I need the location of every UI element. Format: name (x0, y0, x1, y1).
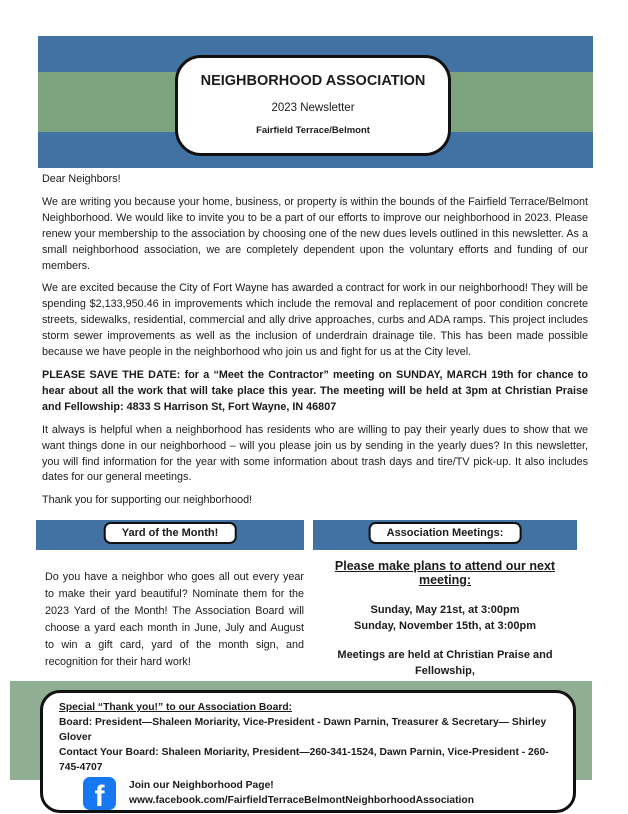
meetings-cta: Please make plans to attend our next meeting: (334, 559, 556, 587)
facebook-row (83, 776, 559, 810)
association-board-box (40, 690, 576, 813)
newsletter-subtitle: 2023 Newsletter (271, 102, 355, 114)
title-box (175, 55, 451, 156)
header-banner (38, 36, 593, 168)
paragraph-membership: We are writing you because your home, business, or property is within the bounds of the Fairfield Terrace/Belmont Neighborhood. We would like to invite you to be a part of our efforts to improve our neighborhood in 2023. Please renew your membership to the association by choosing one of the new dues levels outlined in this newsletter. As a small neighborhood association, we are completely dependent upon the voluntary efforts and funding of our members. (42, 195, 588, 272)
board-contact-line: Contact Your Board: Shaleen Moriarity, President—260-341-1524, Dawn Parnin, Vice-President - 260-745-4707 (59, 747, 549, 773)
board-members-line: Board: President—Shaleen Moriarity, Vice-President - Dawn Parnin, Treasurer & Secretary— Shirley Glover (59, 717, 547, 743)
closing-line: Thank you for supporting our neighborhood! (42, 494, 253, 507)
paragraph-yearly-dues: It always is helpful when a neighborhood has residents who are willing to pay their yearly dues to show that we want things done in our neighborhood – will you please join us by sending in the yearly dues? In this newsletter, you will find information for the year with some information about trash days and tire/TV pick-up. It also includes dates for our general meetings. (42, 423, 588, 484)
paragraph-save-the-date: PLEASE SAVE THE DATE: for a “Meet the Contractor” meeting on SUNDAY, MARCH 19th for chance to hear about all the work that will take place this year. The meeting will be held at 3pm at Christian Praise and Fellowship: 4833 S Harrison St, Fort Wayne, IN 46807 (42, 368, 588, 413)
footer-green-band (10, 681, 592, 810)
yard-body-text: Do you have a neighbor who goes all out every year to make their yard beautiful? Nominate them for the 2023 Yard of the Month! The Association Board will choose a yard each month in June, July and August to win a gift card, yard of the month sign, and recognition for their hard work! (45, 571, 304, 668)
facebook-icon: f (83, 777, 116, 810)
meetings-header-bar (313, 520, 577, 550)
meetings-header-label: Association Meetings: (369, 522, 522, 544)
board-thankyou-heading: Special “Thank you!” to our Association Board: (59, 702, 293, 713)
paragraph-city-contract: We are excited because the City of Fort Wayne has awarded a contract for work in our neighborhood! They will be spending $2,133,950.46 in improvements which include the removal and replacement of poor condition concrete streets, sidewalks, residential, commercial and ally drive approaches, curbs and ADA ramps. This project includes storm sewer improvements as well as the inclusion of underdrain drainage tile. This has been made possible because we have people in the neighborhood who join us and fight for us at the City level. (42, 282, 588, 359)
yard-header-bar (36, 520, 304, 550)
meeting-date: Sunday, November 15th, at 3:00pm (354, 620, 536, 632)
newsletter-title: NEIGHBORHOOD ASSOCIATION (200, 73, 426, 89)
meeting-date: Sunday, May 21st, at 3:00pm (370, 604, 520, 616)
neighborhood-name: Fairfield Terrace/Belmont (256, 125, 370, 136)
letter-body (42, 172, 588, 516)
yard-header-label: Yard of the Month! (104, 522, 237, 544)
yard-of-the-month-section (36, 520, 304, 671)
salutation: Dear Neighbors! (42, 173, 121, 185)
facebook-page-text: Join our Neighborhood Page! www.facebook.com/FairfieldTerraceBelmontNeighborhoodAssociation (129, 780, 475, 806)
meeting-dates (313, 602, 577, 634)
meetings-info-line: Meetings are held at Christian Praise and Fellowship, (337, 649, 553, 677)
